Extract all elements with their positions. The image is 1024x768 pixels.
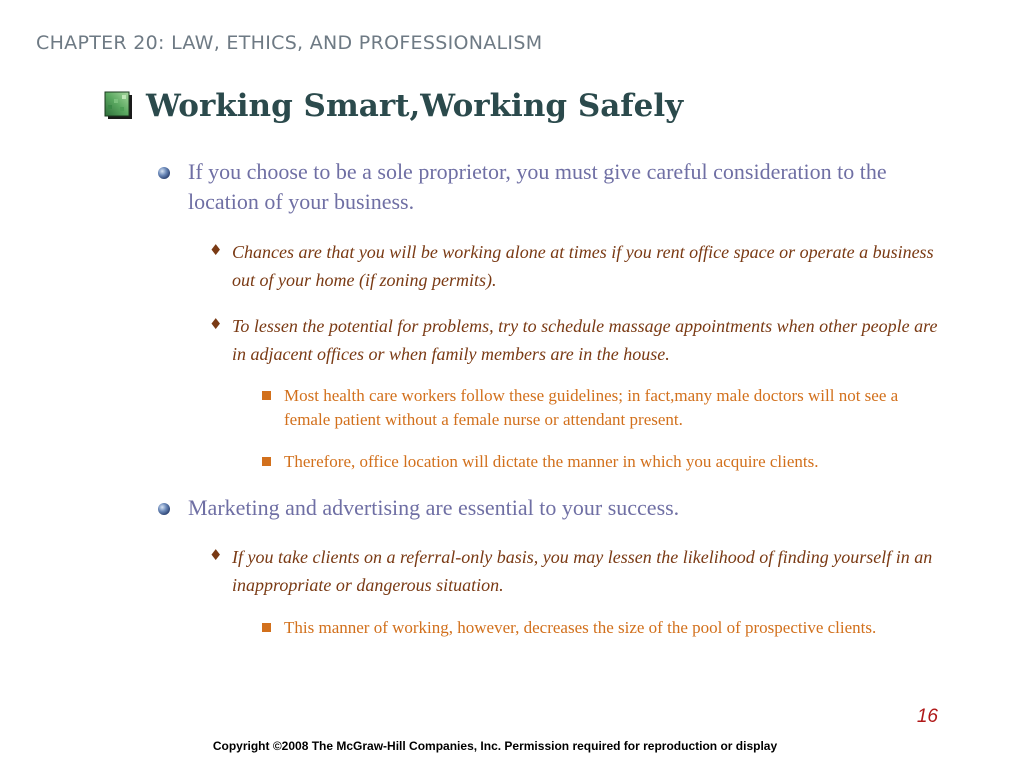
sub-bullet-text: If you take clients on a referral-only basis, you may lessen the likelihood of finding yourself in an inappropriate or dangerous situation. xyxy=(232,547,933,595)
copyright-notice: Copyright ©2008 The McGraw-Hill Companies, Inc. Permission required for reproduction or display xyxy=(212,739,778,753)
square-bullet-icon xyxy=(262,623,271,632)
sub-bullet-text: Chances are that you will be working alone at times if you rent office space or operate a business out of your home (if zoning permits). xyxy=(232,242,934,290)
bullet-point-text: If you choose to be a sole proprietor, you must give careful consideration to the location of your business. xyxy=(188,159,887,214)
title-row xyxy=(104,88,683,124)
sphere-bullet-icon xyxy=(157,502,171,516)
bullet-point-text: Marketing and advertising are essential to your success. xyxy=(188,495,680,520)
sphere-bullet-icon xyxy=(157,166,171,180)
diamond-bullet: ♦ xyxy=(209,241,223,259)
chapter-heading: CHAPTER 20: LAW, ETHICS, AND PROFESSIONALISM xyxy=(36,32,543,54)
detail-bullet-text: Most health care workers follow these guidelines; in fact,many male doctors will not see a female patient without a female nurse or attendant present. xyxy=(284,386,899,429)
detail-bullet-text: Therefore, office location will dictate the manner in which you acquire clients. xyxy=(284,452,819,471)
page-number: 16 xyxy=(916,706,938,727)
sub-bullet-text: To lessen the potential for problems, try to schedule massage appointments when other people are in adjacent offices or when family members are in the house. xyxy=(232,316,938,364)
square-bullet-icon xyxy=(262,391,271,400)
diamond-bullet: ♦ xyxy=(209,315,223,333)
green-square-bullet-icon xyxy=(104,91,134,121)
detail-bullet-text: This manner of working, however, decreases the size of the pool of prospective clients. xyxy=(284,618,877,637)
slide-title: Working Smart,Working Safely xyxy=(146,88,684,124)
diamond-bullet: ♦ xyxy=(209,546,223,564)
square-bullet-icon xyxy=(262,457,271,466)
